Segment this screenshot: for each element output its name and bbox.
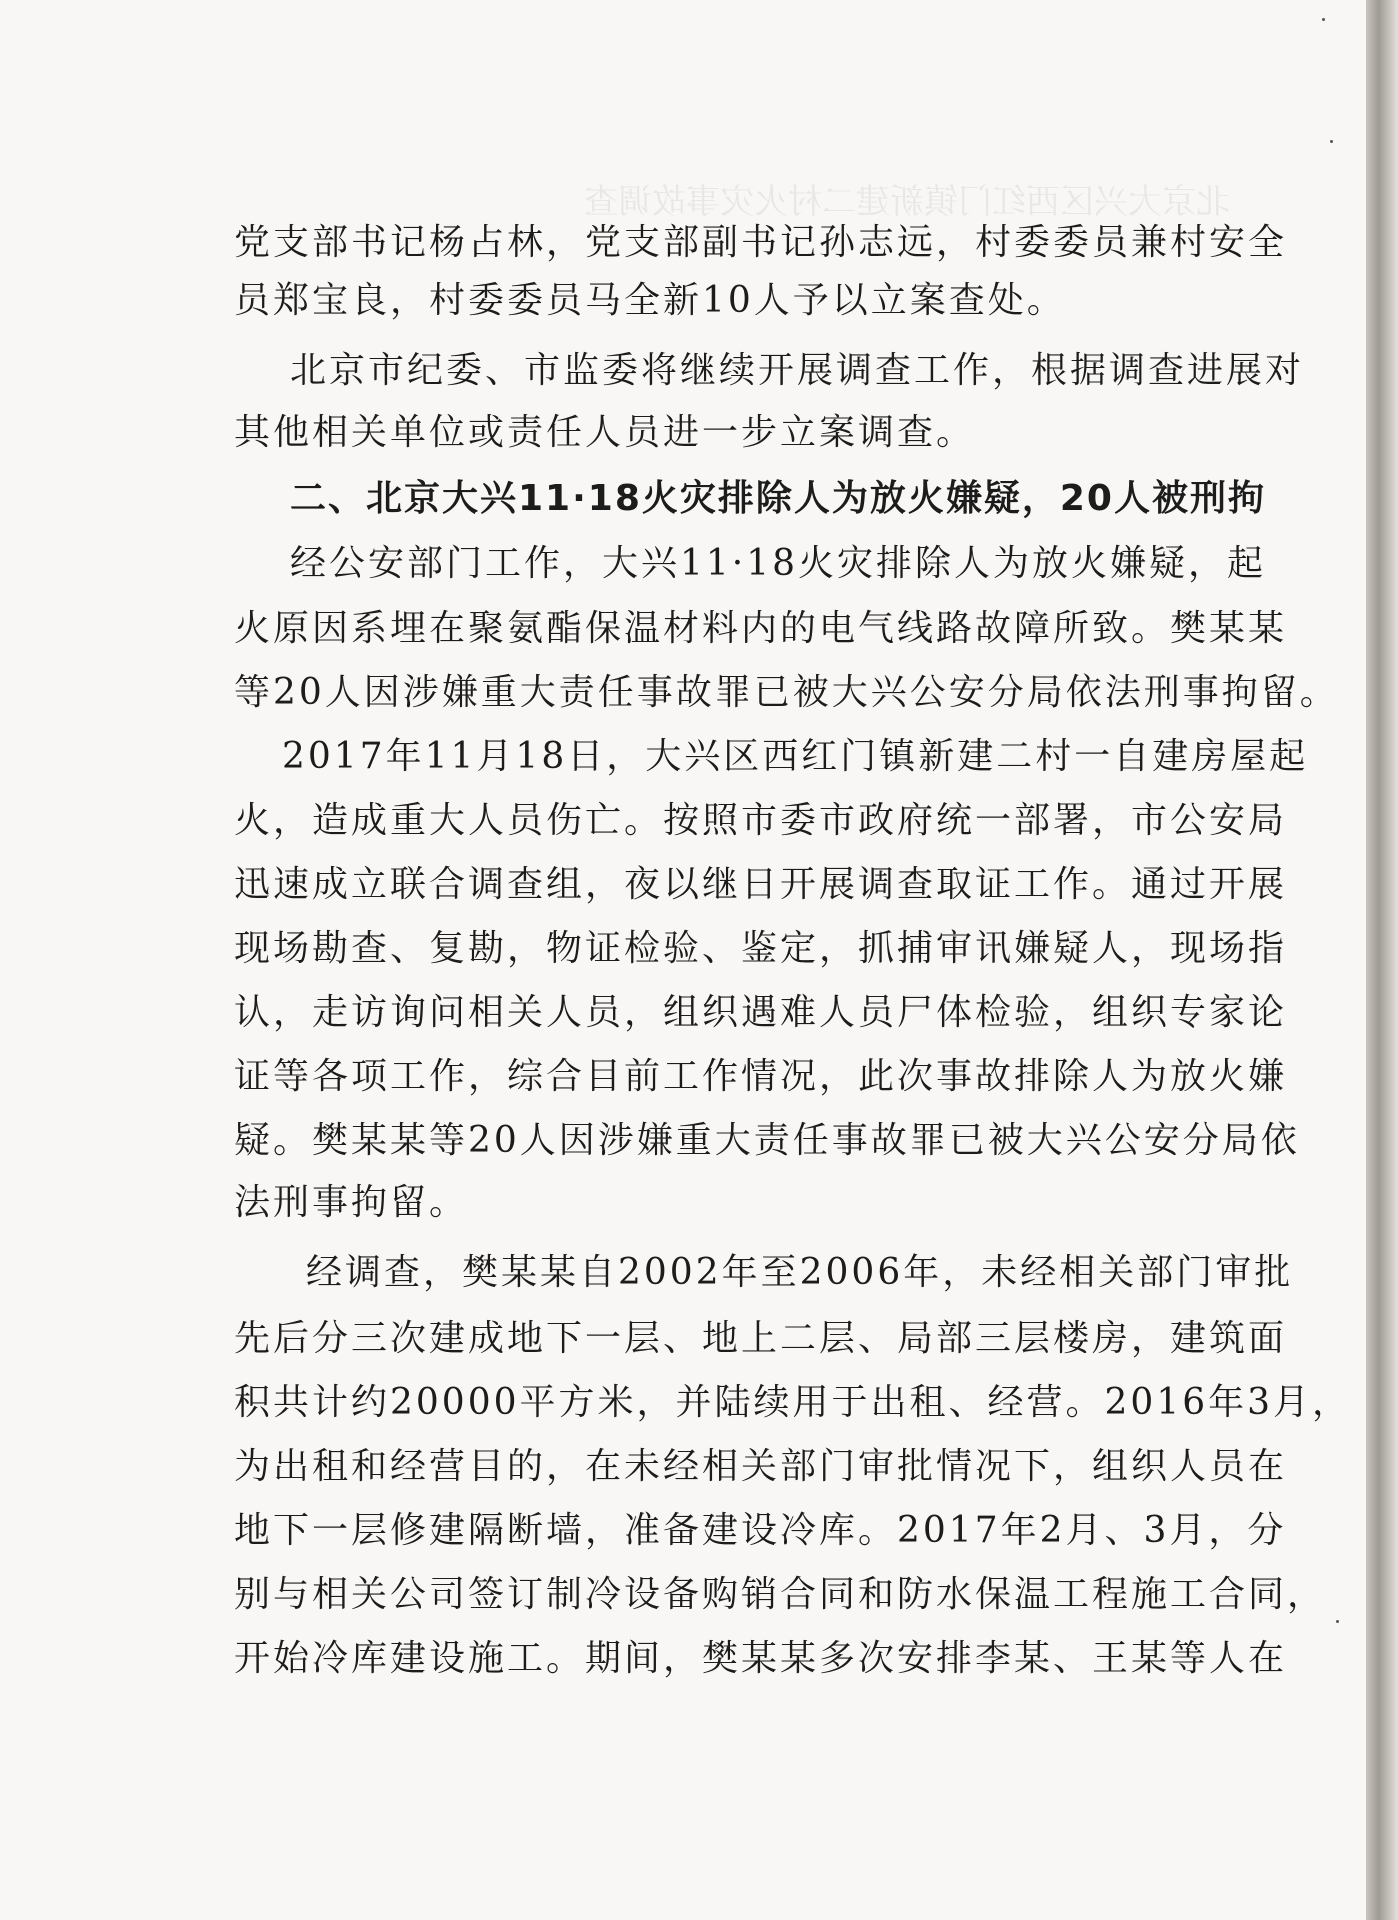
body-line: 别与相关公司签订制冷设备购销合同和防水保温工程施工合同，	[234, 1574, 1327, 1615]
body-line: 为出租和经营目的，在未经相关部门审批情况下，组织人员在	[234, 1446, 1288, 1487]
body-line: 员郑宝良，村委委员马全新10人予以立案查处。	[234, 280, 1066, 321]
body-line: 经调查，樊某某自2002年至2006年，未经相关部门审批	[306, 1252, 1294, 1293]
body-line: 先后分三次建成地下一层、地上二层、局部三层楼房，建筑面	[234, 1318, 1288, 1359]
scan-speck	[1330, 140, 1333, 143]
body-line: 党支部书记杨占林，党支部副书记孙志远，村委委员兼村安全	[234, 222, 1288, 263]
body-line: 等20人因涉嫌重大责任事故罪已被大兴公安分局依法刑事拘留。	[234, 672, 1339, 713]
bleed-through-text: 北京大兴区西红门镇新建二村火灾事故调查	[584, 182, 1230, 222]
body-line: 疑。樊某某等20人因涉嫌重大责任事故罪已被大兴公安分局依	[234, 1120, 1300, 1161]
body-line: 地下一层修建隔断墙，准备建设冷库。2017年2月、3月，分	[234, 1510, 1287, 1551]
scan-speck	[1322, 18, 1325, 21]
body-line: 火原因系埋在聚氨酯保温材料内的电气线路故障所致。樊某某	[234, 608, 1288, 649]
body-line: 北京市纪委、市监委将继续开展调查工作，根据调查进展对	[290, 350, 1305, 391]
body-line: 现场勘查、复勘，物证检验、鉴定，抓捕审讯嫌疑人，现场指	[234, 928, 1288, 969]
section-heading: 二、北京大兴11·18火灾排除人为放火嫌疑，20人被刑拘	[290, 478, 1266, 519]
body-line: 认，走访询问相关人员，组织遇难人员尸体检验，组织专家论	[234, 992, 1288, 1033]
body-line: 迅速成立联合调查组，夜以继日开展调查取证工作。通过开展	[234, 864, 1288, 905]
scan-speck	[1336, 1620, 1339, 1623]
body-line: 火，造成重大人员伤亡。按照市委市政府统一部署，市公安局	[234, 800, 1288, 841]
body-line: 开始冷库建设施工。期间，樊某某多次安排李某、王某等人在	[234, 1638, 1288, 1679]
body-line: 积共计约20000平方米，并陆续用于出租、经营。2016年3月，	[234, 1382, 1352, 1423]
body-line: 2017年11月18日，大兴区西红门镇新建二村一自建房屋起	[282, 736, 1309, 777]
body-line: 法刑事拘留。	[234, 1182, 469, 1223]
body-line: 证等各项工作，综合目前工作情况，此次事故排除人为放火嫌	[234, 1056, 1288, 1097]
body-line: 经公安部门工作，大兴11·18火灾排除人为放火嫌疑，起	[290, 543, 1267, 584]
body-line: 其他相关单位或责任人员进一步立案调查。	[234, 412, 976, 453]
page-edge	[1366, 0, 1398, 1920]
